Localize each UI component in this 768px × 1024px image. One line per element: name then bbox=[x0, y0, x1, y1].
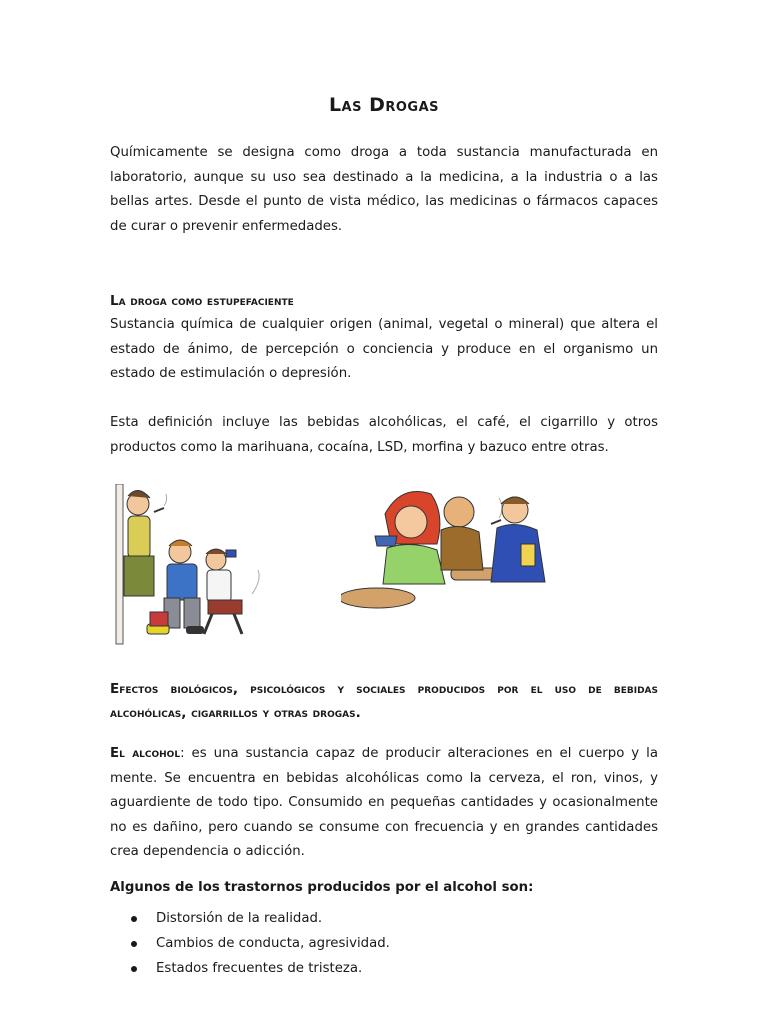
alcohol-paragraph bbox=[110, 742, 658, 865]
bullet-icon bbox=[131, 941, 137, 947]
estupefaciente-definition: Sustancia química de cualquier origen (animal, vegetal o mineral) que altera el estado de ánimo, de percepción o conciencia y produce en el organismo un estado de estimulación o depresión. bbox=[110, 317, 658, 381]
section-heading-estupefaciente: La droga como estupefaciente bbox=[110, 293, 294, 309]
list-item: Cambios de conducta, agresividad. bbox=[110, 931, 658, 956]
estupefaciente-examples: Esta definición incluye las bebidas alcohólicas, el café, el cigarrillo y otros productos como la marihuana, cocaína, LSD, morfina y bazuco entre otras. bbox=[110, 415, 658, 455]
page-title: Las Drogas bbox=[328, 94, 440, 116]
list-item: Distorsión de la realidad. bbox=[110, 906, 658, 931]
alcohol-term: El alcohol bbox=[110, 746, 181, 761]
disorders-heading: Algunos de los trastornos producidos por el alcohol son: bbox=[110, 880, 534, 895]
bullet-icon bbox=[131, 966, 137, 972]
bullet-icon bbox=[131, 916, 137, 922]
people-smoking-drinking-illustration bbox=[341, 484, 551, 614]
alcohol-description: : es una sustancia capaz de producir alteraciones en el cuerpo y la mente. Se encuentra en bebidas alcohólicas como la cerveza, el ron, vinos, y aguardiente de todo tipo. Consumido en pequeñas cantidades y ocasionalmente no es dañino, pero cuando se consume con frecuencia y en grandes cantidades crea dependencia o adicción. bbox=[110, 746, 658, 859]
intro-paragraph: Químicamente se designa como droga a toda sustancia manufacturada en laboratorio, aunque su uso sea destinado a la medicina, a la industria o a las bellas artes. Desde el punto de vista médico, las medicinas o fármacos capaces de curar o prevenir enfermedades. bbox=[110, 145, 658, 234]
list-item: Estados frecuentes de tristeza. bbox=[110, 956, 658, 981]
youth-drug-use-illustration bbox=[112, 484, 282, 649]
disorders-list bbox=[110, 906, 658, 981]
section-heading-efectos: Efectos biológicos, psicológicos y sociales producidos por el uso de bebidas alcohólicas, cigarrillos y otras drogas. bbox=[110, 681, 658, 721]
